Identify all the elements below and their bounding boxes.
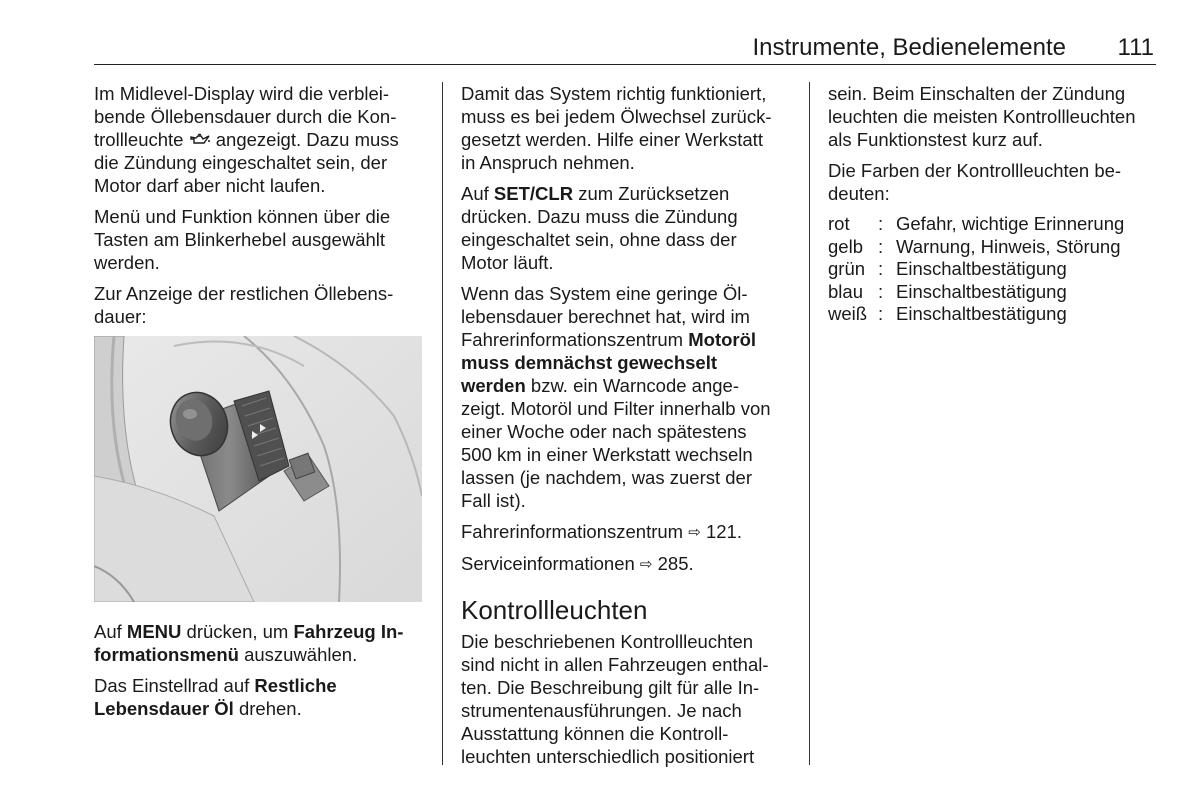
text-line: Menü und Funktion können über die bbox=[94, 206, 391, 227]
column-2 bbox=[461, 82, 795, 776]
separator: : bbox=[878, 258, 884, 280]
text-fragment: trollleuchte bbox=[94, 129, 189, 150]
text-line: Ausstattung können die Kontroll- bbox=[461, 723, 729, 744]
color-meaning: Warnung, Hinweis, Störung bbox=[896, 235, 1121, 257]
text-line: sein. Beim Einschalten der Zündung bbox=[828, 83, 1126, 104]
reference-text: Serviceinformationen bbox=[461, 553, 640, 574]
vehicle-info-menu-label: Fahrzeug In- bbox=[293, 621, 404, 642]
paragraph-low-oil-life bbox=[461, 282, 795, 512]
text-line bbox=[461, 328, 795, 351]
text-line bbox=[461, 374, 795, 397]
text-line: sind nicht in allen Fahrzeugen enthal- bbox=[461, 654, 769, 675]
text-fragment: drücken, um bbox=[181, 621, 294, 642]
vehicle-info-menu-label-cont: formationsmenü bbox=[94, 644, 239, 665]
paragraph-warning-lights-intro bbox=[461, 630, 795, 768]
text-line: Wenn das System eine geringe Öl- bbox=[461, 283, 748, 304]
page-number: 111 bbox=[1117, 34, 1154, 61]
text-line: Die Farben der Kontrollleuchten be- bbox=[828, 160, 1122, 181]
oil-can-icon bbox=[189, 133, 211, 145]
page-header bbox=[94, 30, 1156, 65]
color-name: gelb bbox=[828, 235, 863, 257]
cross-reference-service-info[interactable] bbox=[461, 552, 795, 576]
column-1 bbox=[94, 82, 428, 728]
oil-change-message-end: werden bbox=[461, 375, 526, 396]
text-line: eingeschaltet sein, ohne dass der bbox=[461, 229, 737, 250]
table-row bbox=[828, 236, 1124, 259]
table-row bbox=[828, 258, 1124, 281]
page-reference-arrow-icon: ⇨ bbox=[688, 524, 701, 541]
text-line bbox=[94, 697, 428, 720]
text-fragment: Auf bbox=[461, 183, 494, 204]
remaining-oil-life-label: Restliche bbox=[254, 675, 337, 696]
paragraph-system-reset bbox=[461, 82, 795, 174]
text-fragment: Auf bbox=[94, 621, 127, 642]
paragraph-menu-selection bbox=[94, 205, 428, 274]
section-heading: Kontrollleuchten bbox=[461, 595, 648, 625]
paragraph-press-menu bbox=[94, 620, 428, 666]
text-line: dauer: bbox=[94, 306, 147, 327]
color-meaning: Einschaltbestätigung bbox=[896, 258, 1067, 280]
text-line: bende Öllebensdauer durch die Kon- bbox=[94, 106, 397, 127]
text-line bbox=[94, 643, 428, 666]
paragraph-set-clr bbox=[461, 182, 795, 274]
color-name: weiß bbox=[828, 303, 868, 325]
text-fragment: bzw. ein Warncode ange- bbox=[525, 375, 739, 396]
text-line: 500 km in einer Werkstatt wechseln bbox=[461, 444, 753, 465]
column-divider-2 bbox=[809, 82, 810, 765]
text-line: gesetzt werden. Hilfe einer Werkstatt bbox=[461, 129, 763, 150]
color-name: rot bbox=[828, 213, 850, 234]
color-name: blau bbox=[828, 280, 863, 302]
paragraph-display-remaining bbox=[94, 282, 428, 328]
text-line: lassen (je nachdem, was zuerst der bbox=[461, 467, 752, 488]
color-meaning-table bbox=[828, 213, 1124, 326]
color-meaning: Einschaltbestätigung bbox=[896, 280, 1067, 302]
text-line: Motor läuft. bbox=[461, 252, 554, 273]
text-line: als Funktionstest kurz auf. bbox=[828, 129, 1043, 150]
text-fragment: Das Einstellrad auf bbox=[94, 675, 255, 696]
text-line: leuchten unterschiedlich positioniert bbox=[461, 746, 755, 767]
text-line: leuchten die meisten Kontrollleuchten bbox=[828, 106, 1136, 127]
text-line: Die beschriebenen Kontrollleuchten bbox=[461, 631, 754, 652]
oil-change-message: Motoröl bbox=[688, 329, 757, 350]
text-fragment: angezeigt. Dazu muss bbox=[210, 129, 399, 150]
color-meaning: Einschaltbestätigung bbox=[896, 303, 1067, 325]
text-line: Zur Anzeige der restlichen Öllebens- bbox=[94, 283, 394, 304]
color-meaning: Gefahr, wichtige Erinnerung bbox=[896, 213, 1125, 234]
text-line: werden. bbox=[94, 252, 160, 273]
text-line: deuten: bbox=[828, 183, 890, 204]
text-line-with-icon bbox=[94, 128, 428, 151]
table-row bbox=[828, 281, 1124, 304]
text-fragment: Fahrerinformationszentrum bbox=[461, 329, 689, 350]
text-line: Motor darf aber nicht laufen. bbox=[94, 175, 326, 196]
text-line: lebensdauer berechnet hat, wird im bbox=[461, 306, 750, 327]
reference-page: 121. bbox=[700, 521, 742, 542]
text-fragment: drehen. bbox=[233, 698, 302, 719]
oil-change-message-cont: muss demnächst gewechselt bbox=[461, 352, 718, 373]
text-fragment: zum Zurücksetzen bbox=[573, 183, 730, 204]
paragraph-oil-life-display bbox=[94, 82, 428, 197]
text-line: zeigt. Motoröl und Filter innerhalb von bbox=[461, 398, 771, 419]
separator: : bbox=[878, 235, 884, 257]
text-line bbox=[94, 620, 428, 643]
text-line: die Zündung eingeschaltet sein, der bbox=[94, 152, 388, 173]
text-line: in Anspruch nehmen. bbox=[461, 152, 635, 173]
text-fragment: auszuwählen. bbox=[238, 644, 358, 665]
column-divider-1 bbox=[442, 82, 443, 765]
reference-text: Fahrerinformationszentrum bbox=[461, 521, 689, 542]
section-title: Instrumente, Bedienelemente bbox=[752, 34, 1066, 61]
turn-signal-lever-illustration bbox=[94, 336, 422, 602]
column-3 bbox=[828, 82, 1162, 326]
text-line: drücken. Dazu muss die Zündung bbox=[461, 206, 738, 227]
paragraph-function-test bbox=[828, 82, 1162, 151]
menu-button-label: MENU bbox=[126, 621, 182, 642]
table-row bbox=[828, 213, 1124, 236]
table-row bbox=[828, 303, 1124, 326]
set-clr-button-label: SET/CLR bbox=[493, 183, 574, 204]
text-line: Tasten am Blinkerhebel ausgewählt bbox=[94, 229, 386, 250]
text-line: Im Midlevel-Display wird die verblei- bbox=[94, 83, 390, 104]
paragraph-turn-wheel bbox=[94, 674, 428, 720]
text-line bbox=[461, 182, 795, 205]
remaining-oil-life-label-cont: Lebensdauer Öl bbox=[94, 698, 234, 719]
paragraph-color-meanings bbox=[828, 159, 1162, 205]
reference-page: 285. bbox=[652, 553, 694, 574]
page-reference-arrow-icon: ⇨ bbox=[639, 556, 653, 573]
text-line: Fall ist). bbox=[461, 490, 526, 511]
text-line: strumentenausführungen. Je nach bbox=[461, 700, 742, 721]
separator: : bbox=[878, 280, 884, 302]
separator: : bbox=[878, 213, 884, 234]
text-line: muss es bei jedem Ölwechsel zurück- bbox=[461, 106, 772, 127]
text-line: einer Woche oder nach spätestens bbox=[461, 421, 747, 442]
color-name: grün bbox=[828, 258, 866, 280]
text-line: ten. Die Beschreibung gilt für alle In- bbox=[461, 677, 760, 698]
text-line bbox=[94, 674, 428, 697]
separator: : bbox=[878, 303, 884, 325]
cross-reference-driver-info[interactable] bbox=[461, 520, 795, 544]
text-line: Damit das System richtig funktioniert, bbox=[461, 83, 767, 104]
